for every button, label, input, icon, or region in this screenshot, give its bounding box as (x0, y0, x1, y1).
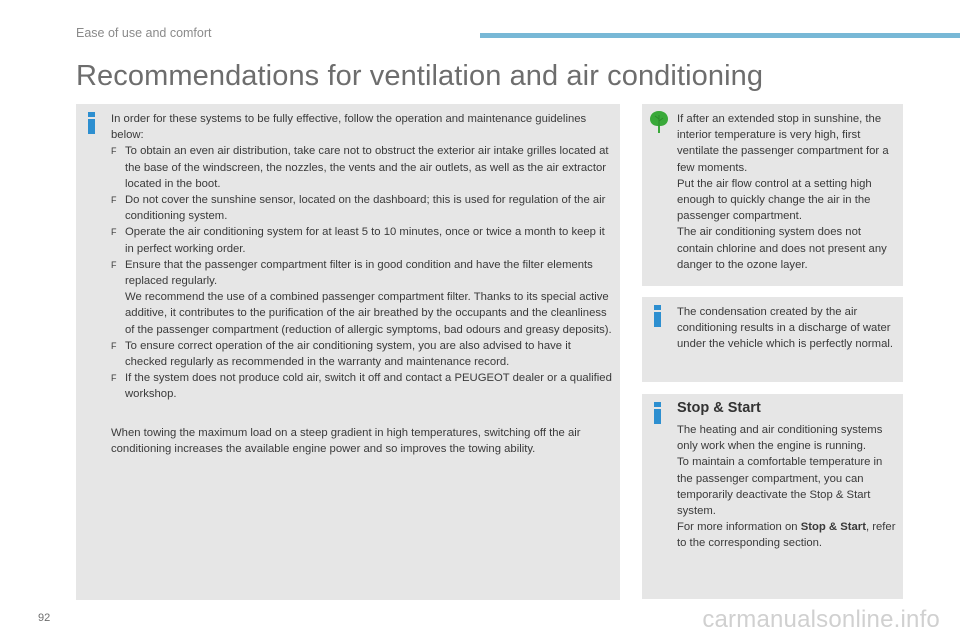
info-icon (86, 112, 97, 134)
list-item (111, 192, 612, 224)
list-item (111, 143, 612, 192)
bullet-marker: F (111, 340, 117, 351)
bullet-marker: F (111, 146, 117, 157)
bullet-marker: F (111, 195, 117, 206)
recommendations-box (76, 104, 620, 600)
bullet-marker: F (111, 373, 117, 384)
condensation-box (642, 297, 903, 382)
list-item (111, 338, 612, 370)
list-item (111, 257, 612, 338)
info-icon (652, 402, 663, 424)
bullet-marker: F (111, 227, 117, 238)
info-icon (652, 305, 663, 327)
eco-paragraph-1: If after an extended stop in sunshine, the interior temperature is very high, first ventilate the passenger compartment for a few moments. (677, 113, 889, 174)
more-info-prefix: For more information on (677, 521, 801, 534)
eco-paragraph-2: Put the air flow control at a setting high enough to quickly change the air in the passenger compartment. (677, 177, 872, 223)
list-item-text: Ensure that the passenger compartment filter is in good condition and have the filter elements replaced regularly. (125, 258, 593, 288)
list-item-text: To ensure correct operation of the air conditioning system, you are also advised to have it checked regularly as recommended in the warranty and maintenance record. (125, 339, 571, 369)
eco-leaf-icon (649, 110, 669, 134)
guidelines-list (111, 143, 612, 402)
list-item-text: To obtain an even air distribution, take care not to obstruct the exterior air intake grilles located at the base of the windscreen, the nozzles, the vents and the air outlets, as well as the air extractor located in the boot. (125, 145, 609, 190)
bullet-marker: F (111, 259, 117, 270)
towing-note: When towing the maximum load on a steep gradient in high temperatures, switching off the air conditioning increases the available engine power and so improves the towing ability. (111, 426, 581, 455)
stop-start-paragraph-3 (677, 519, 897, 551)
list-item-text: Do not cover the sunshine sensor, located on the dashboard; this is used for regulation of the air conditioning system. (125, 194, 606, 223)
list-item-text: If the system does not produce cold air, switch it off and contact a PEUGEOT dealer or a qualified workshop. (125, 372, 612, 401)
list-item (111, 224, 612, 256)
eco-tip-box (642, 104, 903, 286)
list-item-text: Operate the air conditioning system for at least 5 to 10 minutes, once or twice a month to keep it in perfect working order. (125, 226, 605, 255)
list-item (111, 370, 612, 402)
condensation-text: The condensation created by the air conditioning results in a discharge of water under the vehicle which is perfectly normal. (677, 306, 893, 351)
stop-start-reference: Stop & Start (800, 521, 866, 534)
header-accent-bar (480, 33, 960, 38)
stop-start-title: Stop & Start (677, 400, 761, 416)
page-title: Recommendations for ventilation and air conditioning (76, 60, 764, 92)
watermark: carmanualsonline.info (702, 606, 940, 633)
stop-start-paragraph-1: The heating and air conditioning systems only work when the engine is running. (677, 424, 883, 453)
eco-paragraph-3: The air conditioning system does not contain chlorine and does not present any danger to the ozone layer. (677, 226, 887, 271)
list-item-subtext: We recommend the use of a combined passenger compartment filter. Thanks to its special active additive, it contributes to the purification of the air breathed by the occupants and the cleanliness of the passenger compartment (reduction of allergic symptoms, bad odours and greasy deposits). (125, 291, 612, 336)
stop-start-paragraph-2: To maintain a comfortable temperature in the passenger compartment, you can temporarily deactivate the Stop & Start system. (677, 456, 883, 518)
intro-text: In order for these systems to be fully effective, follow the operation and maintenance guidelines below: (111, 113, 587, 142)
stop-start-box (642, 394, 903, 599)
page-number: 92 (38, 612, 51, 624)
section-label: Ease of use and comfort (76, 26, 212, 40)
more-info-suffix: , refer to the corresponding section. (677, 521, 896, 550)
